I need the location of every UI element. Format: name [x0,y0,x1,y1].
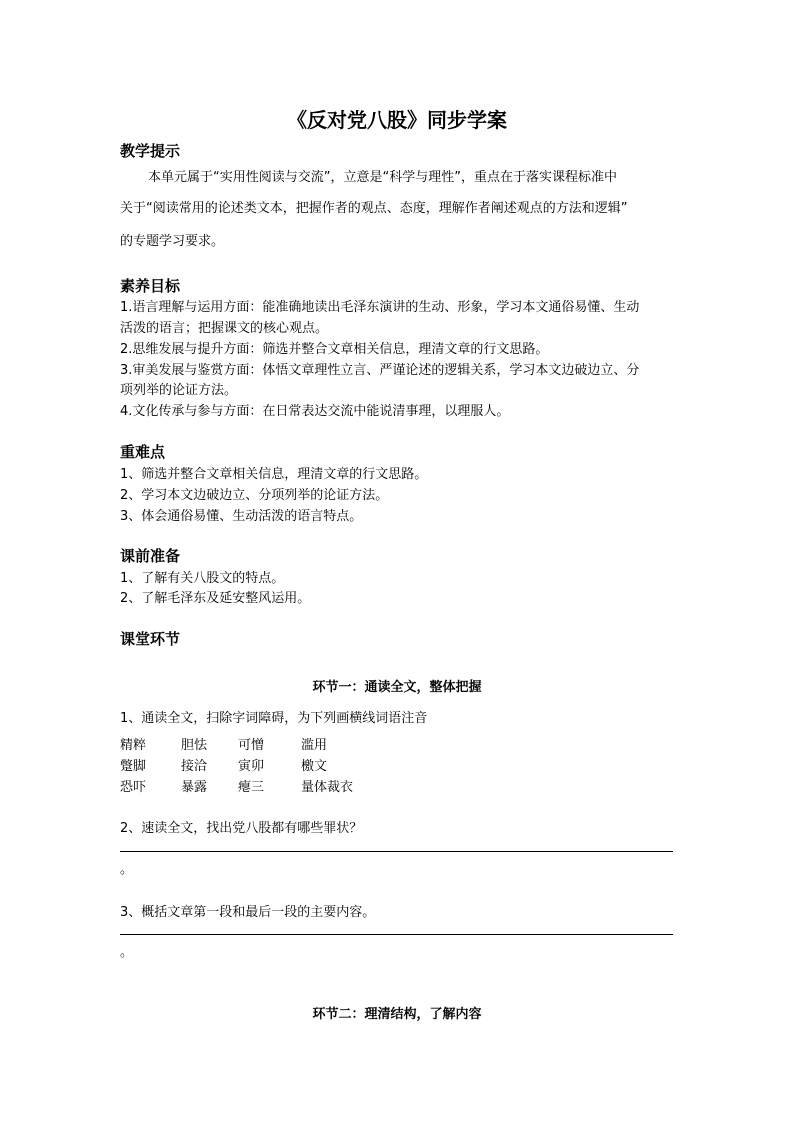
vocab-word: 滥用 [301,738,328,753]
hints-line-2: 关于“阅读常用的论述类文本，把握作者的观点、态度，理解作者阐述观点的方法和逻辑” [120,201,628,216]
vocab-word: 可憎 [238,738,265,753]
vocab-word: 恐吓 [120,780,147,795]
difficulties-line-1: 1、筛选并整合文章相关信息，理清文章的行文思路。 [120,467,428,482]
vocab-word: 暴露 [181,780,208,795]
answer-end-2: 。 [120,862,134,877]
goals-line-1: 1.语言理解与运用方面：能准确地读出毛泽东演讲的生动、形象，学习本文通俗易懂、生动 [120,300,640,315]
question-2: 2、速读全文，找出党八股都有哪些罪状？ [120,821,363,836]
difficulties-line-2: 2、学习本文边破边立、分项列举的论证方法。 [120,488,389,503]
classroom-heading: 课堂环节 [120,630,181,648]
preparation-line-2: 2、了解毛泽东及延安整风运用。 [120,591,311,606]
vocab-word: 精粹 [120,738,147,753]
vocab-word: 胆怯 [181,738,208,753]
answer-end-3: 。 [120,945,134,960]
difficulties-heading: 重难点 [120,443,166,461]
goals-line-6: 4.文化传承与参与方面：在日常表达交流中能说清事理，以理服人。 [120,404,510,419]
page-title: 《反对党八股》同步学案 [287,108,507,132]
step1-heading: 环节一：通读全文，整体把握 [312,680,482,695]
hints-line-3: 的专题学习要求。 [120,234,225,249]
question-3: 3、概括文章第一段和最后一段的主要内容。 [120,905,376,920]
answer-line-3[interactable] [120,934,673,935]
vocab-word: 量体裁衣 [301,780,354,795]
goals-line-4: 3.审美发展与鉴赏方面：体悟文章理性立言、严谨论述的逻辑关系，学习本文边破边立、分 [120,363,640,378]
vocab-word: 檄文 [301,759,328,774]
goals-line-2: 活泼的语言；把握课文的核心观点。 [120,321,329,336]
goals-heading: 素养目标 [120,277,181,295]
preparation-heading: 课前准备 [120,547,181,565]
vocab-word: 瘪三 [238,780,265,795]
goals-line-3: 2.思维发展与提升方面：筛选并整合文章相关信息，理清文章的行文思路。 [120,342,549,357]
preparation-line-1: 1、了解有关八股文的特点。 [120,571,285,586]
vocab-word: 接洽 [181,759,208,774]
hints-line-1: 本单元属于“实用性阅读与交流”，立意是“科学与理性”，重点在于落实课程标准中 [148,170,617,185]
vocab-word: 寅卯 [238,759,265,774]
hints-heading: 教学提示 [120,142,181,160]
goals-line-5: 项列举的论证方法。 [120,383,238,398]
vocab-word: 蹩脚 [120,759,147,774]
difficulties-line-3: 3、体会通俗易懂、生动活泼的语言特点。 [120,509,363,524]
answer-line-2[interactable] [120,851,673,852]
question-1: 1、通读全文，扫除字词障碍，为下列画横线词语注音 [120,711,428,726]
step2-heading: 环节二：理清结构，了解内容 [312,1007,482,1022]
